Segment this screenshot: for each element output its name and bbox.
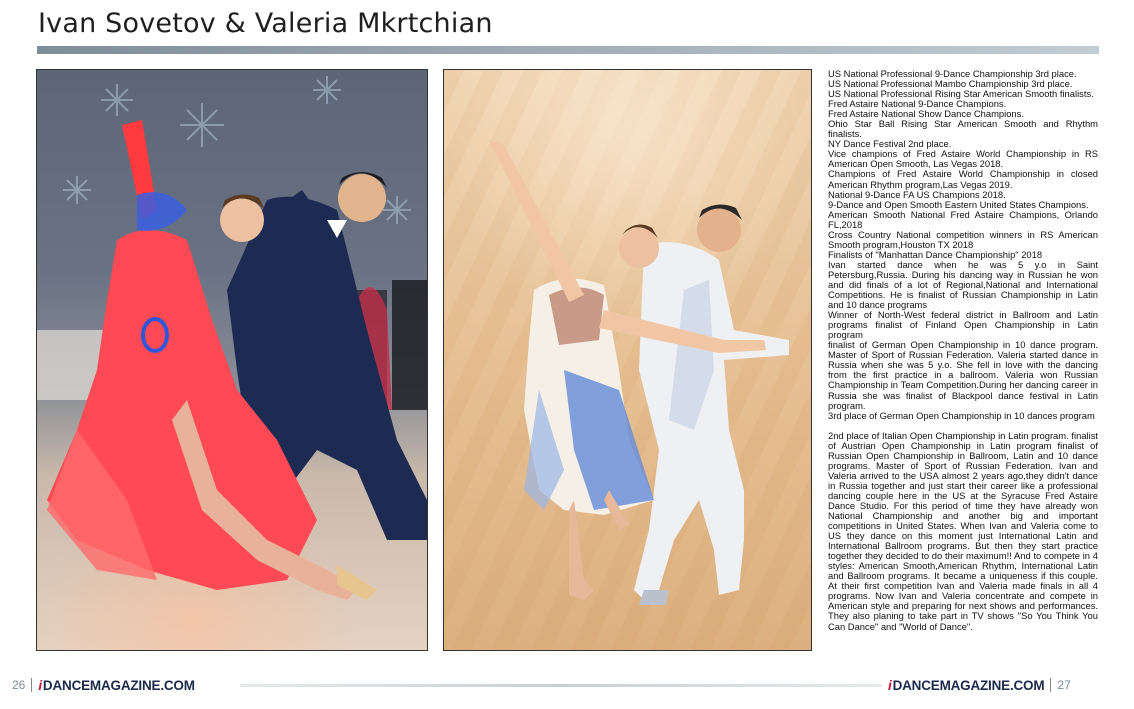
article-paragraph: American Smooth National Fred Astaire Champions, Orlando FL,2018: [828, 208, 1098, 230]
article-paragraph: 9-Dance and Open Smooth Eastern United States Champions.: [828, 198, 1089, 210]
article-body: [828, 69, 1098, 654]
article-paragraph: US National Professional Rising Star American Smooth finalists.: [828, 88, 1094, 100]
article-paragraph: 3rd place of German Open Championship in 10 dances program: [828, 409, 1095, 421]
title-divider: [37, 46, 1099, 54]
article-paragraph: Ohio Star Ball Rising Star American Smooth and Rhythm finalists.: [828, 118, 1098, 140]
footer-separator: [1050, 678, 1051, 692]
page-number-right: 27: [1057, 678, 1071, 692]
article-paragraph: Vice champions of Fred Astaire World Championship in RS American Open Smooth, Las Vegas 2018.: [828, 148, 1098, 170]
footer-separator: [31, 678, 32, 692]
article-paragraph: finalist of German Open Championship in 10 dance program. Master of Sport of Russian Federation. Valeria started dance in Russia when she was 5 y.o. She fell in love with the dancing from the first practice in a ballroom. Valeria won Russian Championship in Team Competition.During her dancing career in Russia she was finalist of Blackpool dance festival in Latin program.: [828, 339, 1098, 411]
article-paragraph: 2nd place of Italian Open Championship in Latin program. finalist of Austrian Open Championship in Latin program finalist of Russian Open Championship in Ballroom, Latin and 10 dance programs. Master of Sport of Russian Federation. Ivan and Valeria arrived to the USA almost 2 years ago,they didn't dance in Russia together and just start their career like a professional dancing couple here in the US at the Syracuse Fred Astaire Dance Studio. For this period of time they have already won National Championship and another big and important competitions in United States. When Ivan and Valeria come to US they dance on this moment just International Latin and International Ballroom programs. But then they start practice together they decided to do their maximum!! And to compete in 4 styles: American Smooth,American Rhythm, International Latin and Ballroom programs. It became a uniqueness if this couple. At their first competition Ivan and Valeria made finals in all 4 programs. Now Ivan and Valeria concentrate and compete in American style and preparing for next shows and performances. They also planing to take part in TV shows "So You Think You Can Dance" and "World of Dance".: [828, 429, 1098, 632]
article-paragraph: National 9-Dance FA US Champions 2018.: [828, 188, 1006, 200]
logo-i-mark: i: [888, 677, 892, 693]
article-paragraph: NY Dance Festival 2nd place.: [828, 138, 952, 150]
magazine-logo[interactable]: [888, 678, 1044, 693]
page-number-left: 26: [12, 678, 26, 692]
article-paragraph: Fred Astaire National 9-Dance Champions.: [828, 98, 1007, 110]
article-paragraph: Winner of North-West federal district in Ballroom and Latin programs finalist of Finland Open Championship in Latin program: [828, 309, 1098, 341]
article-paragraph: Ivan started dance when he was 5 y.o in Saint Petersburg,Russia. During his dancing way in Russian he won and did finals of a lot of Regional,National and International Competitions. He is finalist of Russian Championship in Latin and 10 dance programs: [828, 258, 1098, 311]
footer-right: [888, 676, 1071, 694]
article-paragraph: Champions of Fred Astaire World Championship in closed American Rhythm program,Las Vegas 2019.: [828, 168, 1098, 190]
footer-left: [12, 676, 195, 694]
dance-photo-right: [443, 69, 812, 651]
logo-i-mark: i: [38, 677, 42, 693]
article-paragraph: Finalists of "Manhattan Dance Championship" 2018: [828, 248, 1043, 260]
logo-wordmark: DANCEMAGAZINE.COM: [42, 677, 195, 693]
dance-photo-left: [36, 69, 428, 651]
article-paragraph: US National Professional Mambo Championship 3rd place.: [828, 78, 1073, 90]
magazine-logo[interactable]: [38, 678, 194, 693]
logo-wordmark: DANCEMAGAZINE.COM: [892, 677, 1045, 693]
page-title: Ivan Sovetov & Valeria Mkrtchian: [38, 8, 493, 39]
article-paragraph: Cross Country National competition winners in RS American Smooth program,Houston TX 2018: [828, 228, 1098, 250]
footer-divider: [240, 684, 882, 687]
article-paragraph: US National Professional 9-Dance Championship 3rd place.: [828, 69, 1077, 79]
article-paragraph: Fred Astaire National Show Dance Champions.: [828, 108, 1024, 120]
